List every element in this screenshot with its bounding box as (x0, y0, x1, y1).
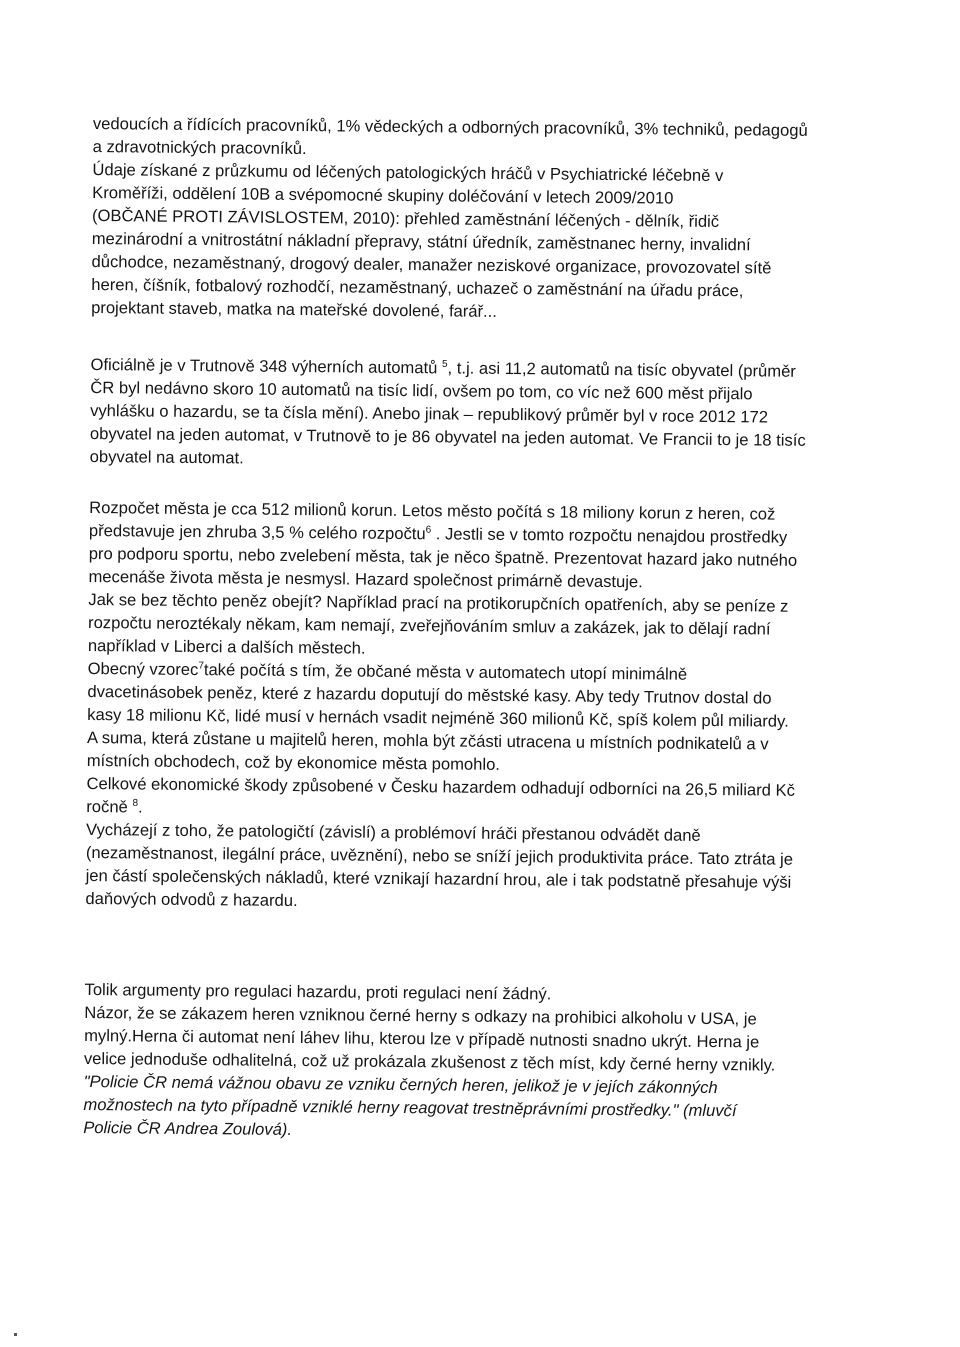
text-line: místních obchodech, což by ekonomice města pomohlo. (86, 750, 501, 774)
scan-speck (14, 1333, 17, 1336)
text-line: Rozpočet města je cca 512 milionů korun. Letos město počítá s 18 miliony korun z heren, což (89, 497, 776, 524)
text-line: Obecný vzorec$^7$také počítá s tím, že občané města v automatech utopí minimálně (87, 658, 688, 684)
document-body (83, 112, 905, 1147)
paragraph-occupations (91, 112, 905, 327)
text-line: (OBČANÉ PROTI ZÁVISLOSTEM, 2010): přehled zaměstnání léčených - dělník, řidič (91, 205, 720, 232)
text-line: ročně $^8$. (86, 796, 143, 817)
text-line: mecenáše života města je nesmysl. Hazard společnost primárně devastuje. (88, 566, 643, 592)
text-line: A suma, která zůstane u majitelů heren, mohla být zčásti utracena u místních podnikatelů a v (86, 727, 769, 754)
text-line: mezinárodní a vnitrostátní nákladní přepravy, státní úředník, zaměstnanec herny, invalidní (91, 228, 751, 255)
paragraph-automats (90, 353, 903, 476)
text-line: rozpočtu neroztékaly někam, kam nemají, zveřejňováním smluv a zakázek, jak to dělají radní (88, 612, 771, 639)
text-line: projektant staveb, matka na mateřské dovolené, farář... (91, 297, 498, 321)
text-line: Názor, že se zákazem heren vzniknou černé herny s odkazy na prohibici alkoholu v USA, je (84, 1002, 757, 1029)
text-line: obyvatel na automat. (89, 446, 244, 468)
text-line: vyhlášku o hazardu, se ta čísla mění). Anebo jinak – republikový průměr byl v roce 2012 172 (90, 400, 769, 427)
text-line: důchodce, nezaměstnaný, drogový dealer, manažer neziskové organizace, provozovatel sítě (91, 251, 772, 278)
text-line: mylný.Herna či automat není láhev lihu, kterou lze v případě nutnosti snadno ukrýt. Herna je (84, 1025, 760, 1052)
text-line: velice jednoduše odhalitelná, což už prokázala zkušenost z těch míst, kdy černé herny vznikly. (83, 1048, 776, 1075)
text-line: Tolik argumenty pro regulaci hazardu, proti regulaci není žádný. (84, 979, 552, 1004)
footnote-ref: 6 (425, 524, 432, 536)
quote-line: možnostech na tyto případně vzniklé herny reagovat trestněprávními prostředky." (mluvčí (83, 1094, 737, 1121)
footnote-ref: 8 (132, 797, 139, 809)
footnote-ref: 5 (441, 358, 448, 370)
paragraph-regulation (83, 978, 897, 1147)
text-line: Oficiálně je v Trutnově 348 výherních automatů $^5$, t.j. asi 11,2 automatů na tisíc obyvatel (průměr (90, 354, 796, 381)
footnote-ref: 7 (198, 660, 204, 672)
text-line: Údaje získané z průzkumu od léčených patologických hráčů v Psychiatrické léčebně v (92, 159, 724, 186)
text-line: Celkové ekonomické škody způsobené v Česku hazardem odhadují odborníci na 26,5 miliard Kč (86, 773, 796, 800)
text-line: představuje jen zhruba 3,5 % celého rozpočtu$^6$ . Jestli se v tomto rozpočtu nenajdou prostředky (88, 520, 788, 547)
text-line: daňových odvodů z hazardu. (85, 888, 298, 911)
text-line: kasy 18 milionu Kč, lidé musí v hernách vsadit nejméně 360 milionů Kč, spíš kolem půl miliardy. (87, 704, 789, 731)
text-line: dvacetinásobek peněz, které z hazardu doputují do městské kasy. Aby tedy Trutnov dostal do (87, 681, 772, 708)
text-line: heren, číšník, fotbalový rozhodčí, nezaměstnaný, uchazeč o zaměstnání na úřadu práce, (91, 274, 744, 301)
text-line: (nezaměstnanost, ilegální práce, uvěznění), nebo se sníží jejich produktivita práce. Tato ztráta je (85, 842, 794, 869)
text-line: a zdravotnických pracovníků. (92, 136, 307, 159)
text-line: ČR byl nedávno skoro 10 automatů na tisíc lidí, ovšem po tom, co víc než 600 měst přijalo (90, 377, 753, 404)
text-line: pro podporu sportu, nebo zvelebení města, tak je něco špatně. Prezentovat hazard jako nutného (88, 543, 798, 570)
text-line: jen částí společenských nákladů, které vznikají hazardní hrou, ale i tak podstatně přesahuje výši (85, 865, 792, 892)
quote-line: Policie ČR Andrea Zoulová). (83, 1117, 293, 1139)
text-line: Jak se bez těchto peněz obejít? Například prací na protikorupčních opatřeních, aby se peníze z (88, 589, 789, 616)
text-line: Vycházejí z toho, že patologičtí (závislí) a problémoví hráči přestanou odvádět daně (86, 819, 701, 845)
text-line: například v Liberci a dalších městech. (87, 635, 366, 658)
text-line: Kroměříži, oddělení 10B a svépomocné skupiny doléčování v letech 2009/2010 (92, 182, 674, 208)
paragraph-budget (85, 496, 901, 918)
text-line: vedoucích a řídících pracovníků, 1% vědeckých a odborných pracovníků, 3% techniků, pedagogů (92, 113, 808, 140)
quote-line: "Policie ČR nemá vážnou obavu ze vzniku černých heren, jelikož je v jejích zákonných (83, 1071, 718, 1098)
text-line: obyvatel na jeden automat, v Trutnově to je 86 obyvatel na jeden automat. Ve Francii to je 18 tisíc (89, 423, 806, 450)
